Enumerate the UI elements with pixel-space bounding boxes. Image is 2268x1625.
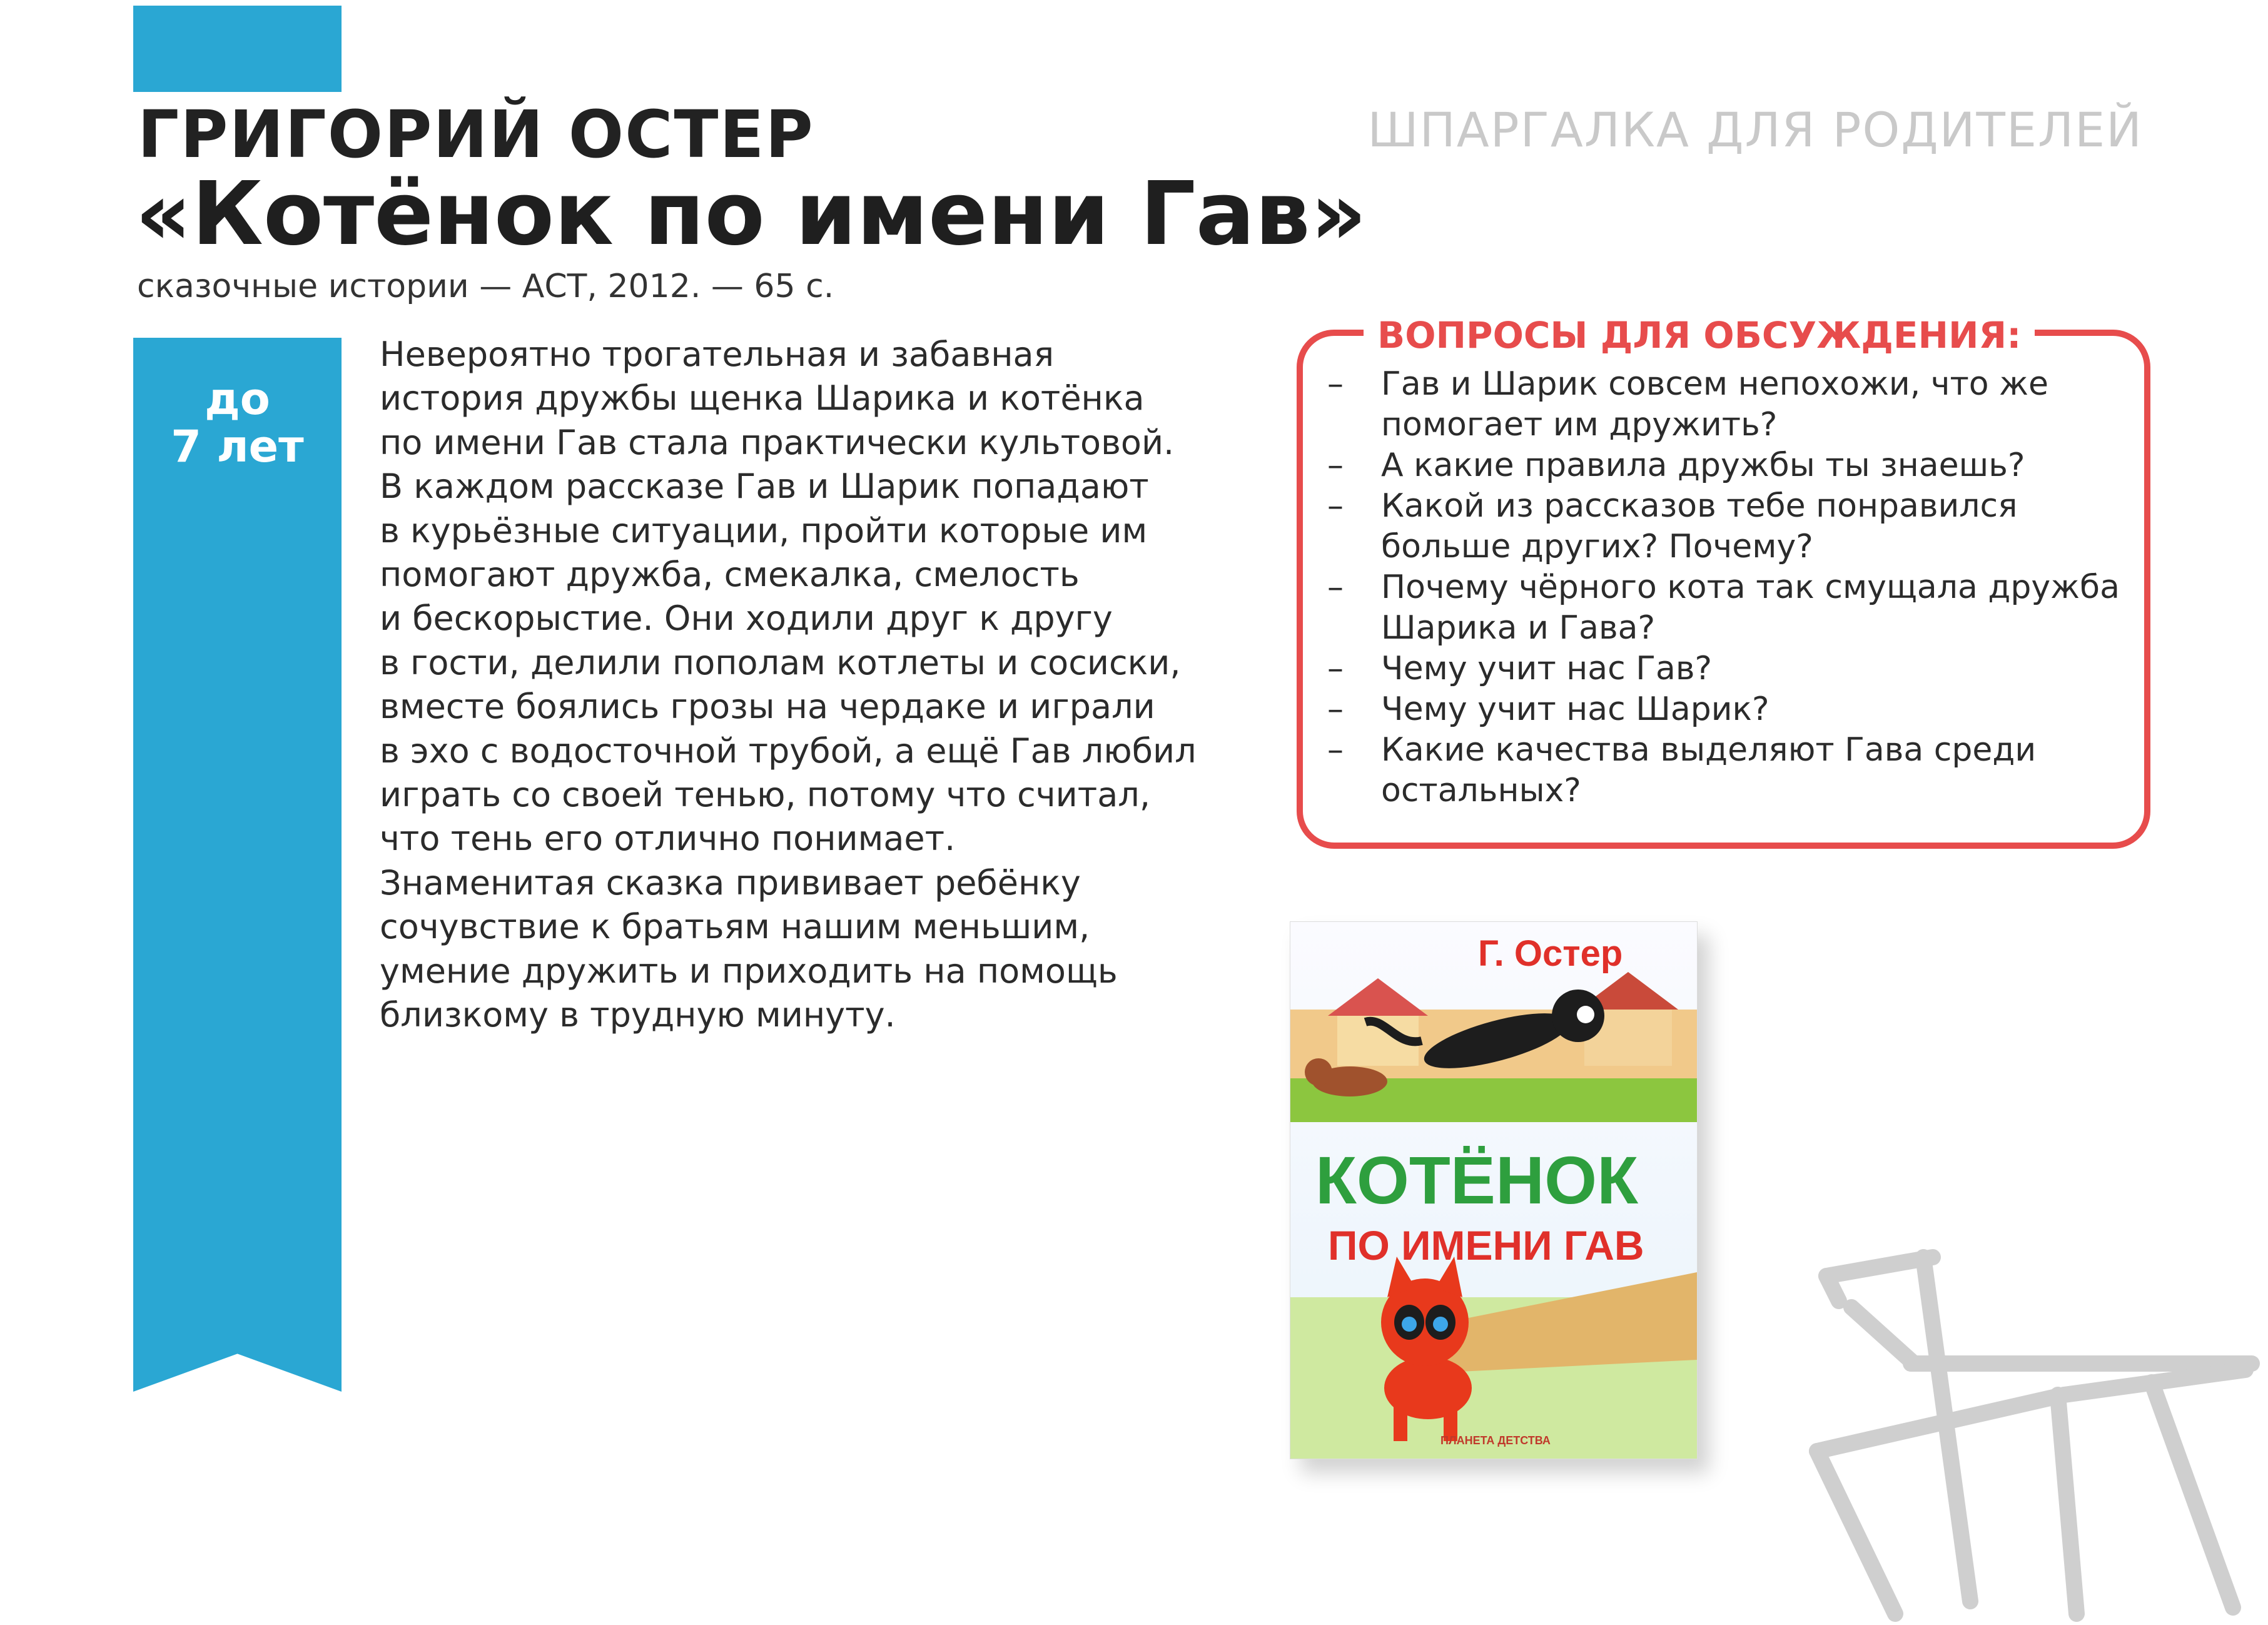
chair-icon [1801, 1238, 2268, 1625]
question-item [1327, 445, 2134, 486]
question-text: А какие правила дружбы ты знаешь? [1381, 447, 2025, 484]
question-text: Чему учит нас Шарик? [1381, 691, 1769, 728]
list-dash: – [1327, 691, 1344, 728]
questions-title: ВОПРОСЫ ДЛЯ ОБСУЖДЕНИЯ: [1364, 313, 2035, 358]
question-item [1327, 730, 2134, 811]
question-text: Какой из рассказов тебе понравился больше других? Почему? [1381, 487, 2018, 565]
cover-title-line-2: ПО ИМЕНИ ГАВ [1328, 1222, 1644, 1268]
list-dash: – [1327, 447, 1344, 484]
description-paragraph-2: Знаменитая сказка прививает ребёнку сочувствие к братьям нашим меньшим, умение дружить и приходить на помощь близкому в трудную минуту. [380, 863, 1118, 1035]
question-item [1327, 689, 2134, 730]
book-description [380, 333, 1268, 1038]
question-text: Чему учит нас Гав? [1381, 650, 1713, 687]
age-ribbon [133, 338, 342, 1392]
series-label: ШПАРГАЛКА ДЛЯ РОДИТЕЛЕЙ [1367, 102, 2143, 158]
list-dash: – [1327, 731, 1344, 769]
cover-title-line-1: КОТЁНОК [1315, 1142, 1639, 1218]
book-title: «Котёнок по имени Гав» [135, 163, 1367, 265]
list-dash: – [1327, 487, 1344, 525]
book-subtitle: сказочные истории — АСТ, 2012. — 65 с. [137, 268, 834, 305]
age-line-2: 7 лет [171, 421, 304, 472]
list-dash: – [1327, 365, 1344, 403]
cover-author: Г. Остер [1478, 933, 1623, 974]
question-text: Какие качества выделяют Гава среди остальных? [1381, 731, 2037, 809]
age-line-1: до [205, 373, 270, 425]
question-text: Почему чёрного кота так смущала дружба Шарика и Гава? [1381, 569, 2120, 647]
question-item [1327, 486, 2134, 567]
questions-list [1327, 364, 2134, 811]
question-item [1327, 567, 2134, 649]
author-name: ГРИГОРИЙ ОСТЕР [138, 96, 814, 173]
age-label [133, 375, 342, 470]
question-text: Гав и Шарик совсем непохожи, что же помогает им дружить? [1381, 365, 2048, 443]
description-paragraph-1: Невероятно трогательная и забавная история дружбы щенка Шарика и котёнка по имени Гав стала практически культовой. В каждом рассказе Гав и Шарик попадают в курьёзные ситуации, пройти которые им помогают дружба, смекалка, смелость и бескорыстие. Они ходили друг к другу в гости, делили пополам котлеты и сосиски, вместе боялись грозы на чердаке и играли в эхо с водосточной трубой, а ещё Гав любил играть со своей тенью, потому что считал, что тень его отлично понимает. [380, 335, 1197, 859]
question-item [1327, 649, 2134, 689]
question-item [1327, 364, 2134, 445]
list-dash: – [1327, 569, 1344, 606]
cover-publisher: ПЛАНЕТА ДЕТСТВА [1440, 1434, 1551, 1447]
book-cover-image [1290, 921, 1698, 1459]
list-dash: – [1327, 650, 1344, 687]
blue-top-bar [133, 6, 342, 92]
